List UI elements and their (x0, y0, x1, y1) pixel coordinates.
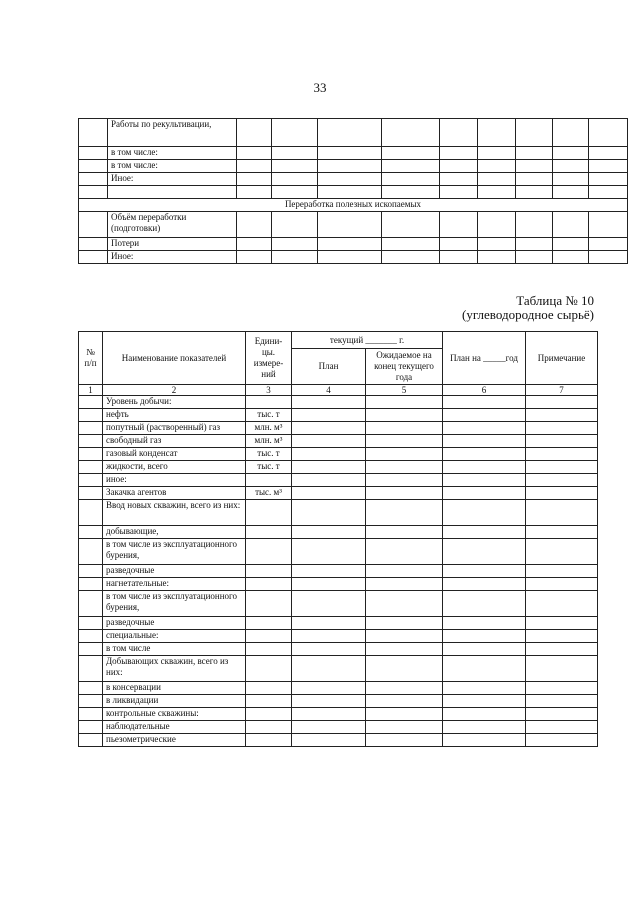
row-label: Иное: (108, 173, 237, 186)
data-cell (292, 643, 366, 656)
data-cell (526, 565, 598, 578)
data-cell (292, 526, 366, 539)
table-row (79, 119, 628, 147)
table-row (79, 656, 598, 682)
indicator-name: специальные: (103, 630, 246, 643)
data-cell (526, 461, 598, 474)
data-cell (526, 578, 598, 591)
data-cell (443, 539, 526, 565)
data-cell (79, 422, 103, 435)
data-cell (526, 591, 598, 617)
data-cell (526, 448, 598, 461)
data-cell (79, 539, 103, 565)
table-caption-title: Таблица № 10 (516, 293, 594, 308)
data-cell (443, 409, 526, 422)
data-cell (366, 565, 443, 578)
data-cell (292, 448, 366, 461)
data-cell (292, 708, 366, 721)
data-cell (526, 721, 598, 734)
unit-cell (246, 695, 292, 708)
data-cell (526, 435, 598, 448)
unit-cell: тыс. м³ (246, 487, 292, 500)
table-row (79, 422, 598, 435)
data-cell (79, 591, 103, 617)
top-table (78, 118, 628, 264)
data-cell (366, 734, 443, 747)
data-cell (443, 487, 526, 500)
data-cell (79, 643, 103, 656)
indicator-name: нагнетательные: (103, 578, 246, 591)
unit-cell (246, 474, 292, 487)
table-row (79, 643, 598, 656)
data-cell (366, 591, 443, 617)
indicator-name: контрольные скважины: (103, 708, 246, 721)
data-cell (443, 591, 526, 617)
table-row (79, 526, 598, 539)
hydrocarbon-table (78, 331, 598, 747)
data-cell (443, 526, 526, 539)
data-cell (79, 409, 103, 422)
table-row (79, 565, 598, 578)
col-number: 1 (79, 385, 103, 396)
table-row (79, 147, 628, 160)
data-cell (526, 695, 598, 708)
unit-cell (246, 500, 292, 526)
unit-cell: тыс. т (246, 448, 292, 461)
data-cell (292, 487, 366, 500)
data-cell (526, 422, 598, 435)
data-cell (292, 435, 366, 448)
table-row (79, 682, 598, 695)
table-row (79, 591, 598, 617)
data-cell (443, 435, 526, 448)
data-cell (526, 643, 598, 656)
data-cell (443, 474, 526, 487)
data-cell (526, 526, 598, 539)
data-cell (366, 487, 443, 500)
table-row (79, 474, 598, 487)
table-row (79, 630, 598, 643)
row-label: Потери (108, 238, 237, 251)
data-cell (292, 409, 366, 422)
data-cell (292, 539, 366, 565)
table-row (79, 238, 628, 251)
data-cell (79, 487, 103, 500)
table-row (79, 251, 628, 264)
unit-cell (246, 565, 292, 578)
unit-cell (246, 591, 292, 617)
data-cell (79, 630, 103, 643)
col-number: 7 (526, 385, 598, 396)
data-cell (443, 448, 526, 461)
data-cell (366, 539, 443, 565)
data-cell (292, 422, 366, 435)
data-cell (292, 500, 366, 526)
data-cell (366, 461, 443, 474)
indicator-name: в том числе из эксплуатационного бурения, (103, 591, 246, 617)
table-row (79, 461, 598, 474)
data-cell (443, 422, 526, 435)
data-cell (443, 721, 526, 734)
data-cell (526, 656, 598, 682)
data-cell (526, 500, 598, 526)
indicator-name: наблюдательные (103, 721, 246, 734)
data-cell (366, 435, 443, 448)
data-cell (292, 617, 366, 630)
data-cell (443, 695, 526, 708)
data-cell (366, 630, 443, 643)
data-cell (292, 396, 366, 409)
header-num: № п/п (79, 332, 103, 385)
indicator-name: разведочные (103, 565, 246, 578)
unit-cell (246, 526, 292, 539)
data-cell (526, 617, 598, 630)
row-label: Объём переработки (подготовки) (108, 212, 237, 238)
indicator-name: в том числе из эксплуатационного бурения, (103, 539, 246, 565)
data-cell (292, 682, 366, 695)
indicator-name: добывающие, (103, 526, 246, 539)
data-cell (79, 526, 103, 539)
data-cell (79, 565, 103, 578)
data-cell (366, 617, 443, 630)
col-number: 6 (443, 385, 526, 396)
data-cell (443, 656, 526, 682)
data-cell (79, 708, 103, 721)
data-cell (366, 695, 443, 708)
data-cell (443, 565, 526, 578)
unit-cell: млн. м³ (246, 435, 292, 448)
data-cell (292, 578, 366, 591)
data-cell (79, 461, 103, 474)
indicator-name: Добывающих скважин, всего из них: (103, 656, 246, 682)
data-cell (366, 708, 443, 721)
data-cell (366, 448, 443, 461)
data-cell (366, 721, 443, 734)
table-row (79, 695, 598, 708)
indicator-name: пьезометрические (103, 734, 246, 747)
data-cell (292, 461, 366, 474)
data-cell (79, 695, 103, 708)
data-cell (292, 721, 366, 734)
data-cell (366, 643, 443, 656)
unit-cell (246, 682, 292, 695)
data-cell (526, 474, 598, 487)
unit-cell (246, 734, 292, 747)
table-body (79, 396, 598, 747)
table-row (79, 500, 598, 526)
column-number-row (79, 385, 598, 396)
unit-cell: тыс. т (246, 461, 292, 474)
data-cell (79, 500, 103, 526)
table-row (79, 435, 598, 448)
indicator-name: свободный газ (103, 435, 246, 448)
data-cell (443, 708, 526, 721)
data-cell (443, 578, 526, 591)
table-row (79, 409, 598, 422)
indicator-name: в ликвидации (103, 695, 246, 708)
col-number: 4 (292, 385, 366, 396)
data-cell (443, 734, 526, 747)
col-number: 5 (366, 385, 443, 396)
data-cell (79, 656, 103, 682)
indicator-name: Закачка агентов (103, 487, 246, 500)
table-row (79, 448, 598, 461)
table-row (79, 708, 598, 721)
data-cell (443, 682, 526, 695)
row-label: Иное: (108, 251, 237, 264)
data-cell (526, 539, 598, 565)
unit-cell (246, 643, 292, 656)
table-row (79, 617, 598, 630)
data-cell (526, 396, 598, 409)
table-row (79, 186, 628, 199)
data-cell (443, 500, 526, 526)
data-cell (292, 695, 366, 708)
data-cell (292, 474, 366, 487)
header-current: текущий _______ г. (292, 332, 443, 349)
data-cell (79, 578, 103, 591)
data-cell (79, 396, 103, 409)
indicator-name: в консервации (103, 682, 246, 695)
data-cell (526, 708, 598, 721)
section-row (79, 199, 628, 212)
unit-cell (246, 578, 292, 591)
table-row (79, 721, 598, 734)
data-cell (79, 682, 103, 695)
table-row (79, 160, 628, 173)
table-row (79, 539, 598, 565)
data-cell (366, 526, 443, 539)
data-cell (443, 643, 526, 656)
row-label: в том числе: (108, 160, 237, 173)
data-cell (526, 734, 598, 747)
table-row (79, 173, 628, 186)
row-label: Работы по рекультивации, (108, 119, 237, 147)
data-cell (443, 617, 526, 630)
row-label: в том числе: (108, 147, 237, 160)
data-cell (526, 630, 598, 643)
indicator-name: иное: (103, 474, 246, 487)
indicator-name: нефть (103, 409, 246, 422)
data-cell (366, 578, 443, 591)
table-caption-subtitle: (углеводородное сырьё) (462, 307, 594, 322)
data-cell (366, 422, 443, 435)
unit-cell (246, 708, 292, 721)
data-cell (526, 682, 598, 695)
unit-cell (246, 396, 292, 409)
data-cell (443, 461, 526, 474)
data-cell (366, 409, 443, 422)
page-number: 33 (313, 80, 327, 95)
data-cell (443, 630, 526, 643)
data-cell (79, 435, 103, 448)
header-plan: План (292, 349, 366, 385)
header-row (79, 332, 598, 349)
header-note: Примечание (526, 332, 598, 385)
data-cell (366, 474, 443, 487)
table-row (79, 396, 598, 409)
table-row (79, 734, 598, 747)
data-cell (366, 656, 443, 682)
header-expected: Ожидаемое на конец текущего года (366, 349, 443, 385)
data-cell (292, 734, 366, 747)
unit-cell (246, 721, 292, 734)
unit-cell: тыс. т (246, 409, 292, 422)
data-cell (292, 565, 366, 578)
table-row (79, 487, 598, 500)
unit-cell (246, 617, 292, 630)
indicator-name: попутный (растворенный) газ (103, 422, 246, 435)
data-cell (79, 474, 103, 487)
unit-cell (246, 539, 292, 565)
data-cell (366, 682, 443, 695)
data-cell (443, 396, 526, 409)
header-name: Наименование показателей (103, 332, 246, 385)
unit-cell (246, 630, 292, 643)
table-row (79, 212, 628, 238)
data-cell (526, 409, 598, 422)
data-cell (366, 500, 443, 526)
data-cell (79, 734, 103, 747)
indicator-name: разведочные (103, 617, 246, 630)
data-cell (292, 591, 366, 617)
data-cell (79, 448, 103, 461)
col-number: 2 (103, 385, 246, 396)
header-plan-year: План на _____год (443, 332, 526, 385)
indicator-name: газовый конденсат (103, 448, 246, 461)
data-cell (292, 630, 366, 643)
indicator-name: Ввод новых скважин, всего из них: (103, 500, 246, 526)
col-number: 3 (246, 385, 292, 396)
section-title: Переработка полезных ископаемых (79, 199, 628, 212)
data-cell (366, 396, 443, 409)
indicator-name: в том числе (103, 643, 246, 656)
indicator-name: Уровень добычи: (103, 396, 246, 409)
data-cell (79, 617, 103, 630)
unit-cell: млн. м³ (246, 422, 292, 435)
table-row (79, 578, 598, 591)
indicator-name: жидкости, всего (103, 461, 246, 474)
header-unit: Едини- цы. измере- ний (246, 332, 292, 385)
unit-cell (246, 656, 292, 682)
data-cell (79, 721, 103, 734)
data-cell (292, 656, 366, 682)
row-label (108, 186, 237, 199)
data-cell (526, 487, 598, 500)
